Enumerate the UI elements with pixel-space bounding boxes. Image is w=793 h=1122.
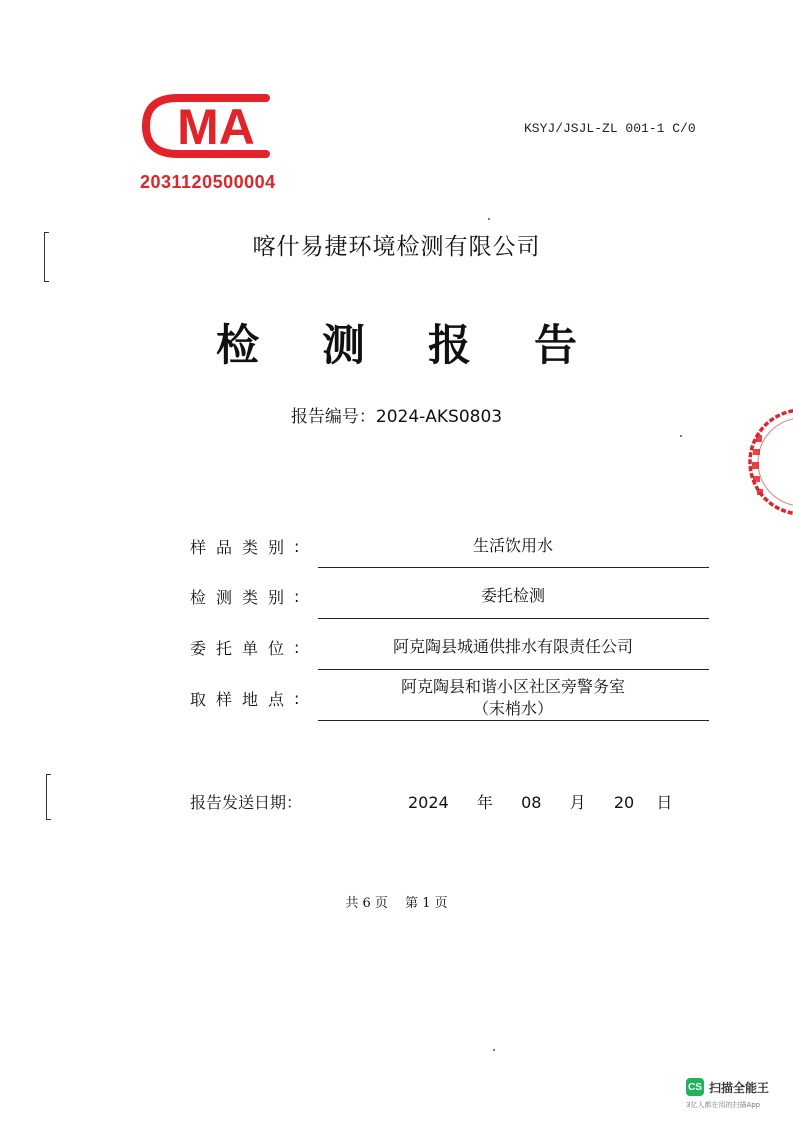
cma-stamp-number: 2031120500004 [140, 172, 276, 192]
cma-certification-logo [138, 90, 286, 162]
date-year-unit: 年 [476, 793, 493, 812]
send-date-label: 报告发送日期： [190, 793, 303, 812]
cma-logo-text: MA [177, 99, 255, 155]
field-value-test-type: 委托检测 [480, 586, 545, 605]
report-title: 检 测 报 告 [216, 321, 601, 371]
field-value-client: 阿克陶县城通供排水有限责任公司 [392, 637, 633, 656]
field-underline [318, 669, 709, 670]
field-value-sampling-site [318, 676, 708, 720]
field-label-sample-type: 样品类别 : [190, 536, 300, 557]
field-underline [318, 720, 709, 721]
watermark-tagline: 3亿人都在用的扫描App [686, 1101, 761, 1109]
date-year: 2024 [408, 793, 449, 812]
company-seal-partial [740, 405, 793, 520]
page-info: 共 6 页 第 1 页 [345, 896, 448, 911]
company-name: 喀什易捷环境检测有限公司 [252, 234, 541, 260]
document-code: KSYJ/JSJL-ZL 001-1 C/0 [524, 121, 696, 136]
send-date-value [408, 790, 672, 813]
scan-speck [488, 218, 490, 220]
scanner-watermark [686, 1078, 769, 1096]
field-value-sample-type: 生活饮用水 [472, 536, 553, 555]
date-month-unit: 月 [569, 793, 586, 812]
date-month: 08 [521, 793, 542, 812]
date-day-unit: 日 [656, 793, 673, 812]
field-underline [318, 618, 709, 619]
scan-speck [680, 435, 682, 437]
report-number: 报告编号：2024-AKS0803 [290, 407, 503, 427]
field-underline [318, 567, 709, 568]
date-day: 20 [613, 793, 635, 812]
field-label-test-type: 检测类别 : [190, 586, 300, 607]
sampling-site-line1: 阿克陶县和谐小区社区旁警务室 [400, 677, 625, 696]
field-label-sampling-site: 取样地点 : [190, 688, 300, 709]
camscanner-icon: CS [686, 1078, 704, 1096]
field-label-client: 委托单位 : [190, 637, 300, 658]
binding-mark [46, 774, 51, 820]
scan-speck [493, 1049, 495, 1051]
sampling-site-line2: （末梢水） [472, 699, 553, 718]
watermark-app-name: 扫描全能王 [709, 1080, 770, 1095]
